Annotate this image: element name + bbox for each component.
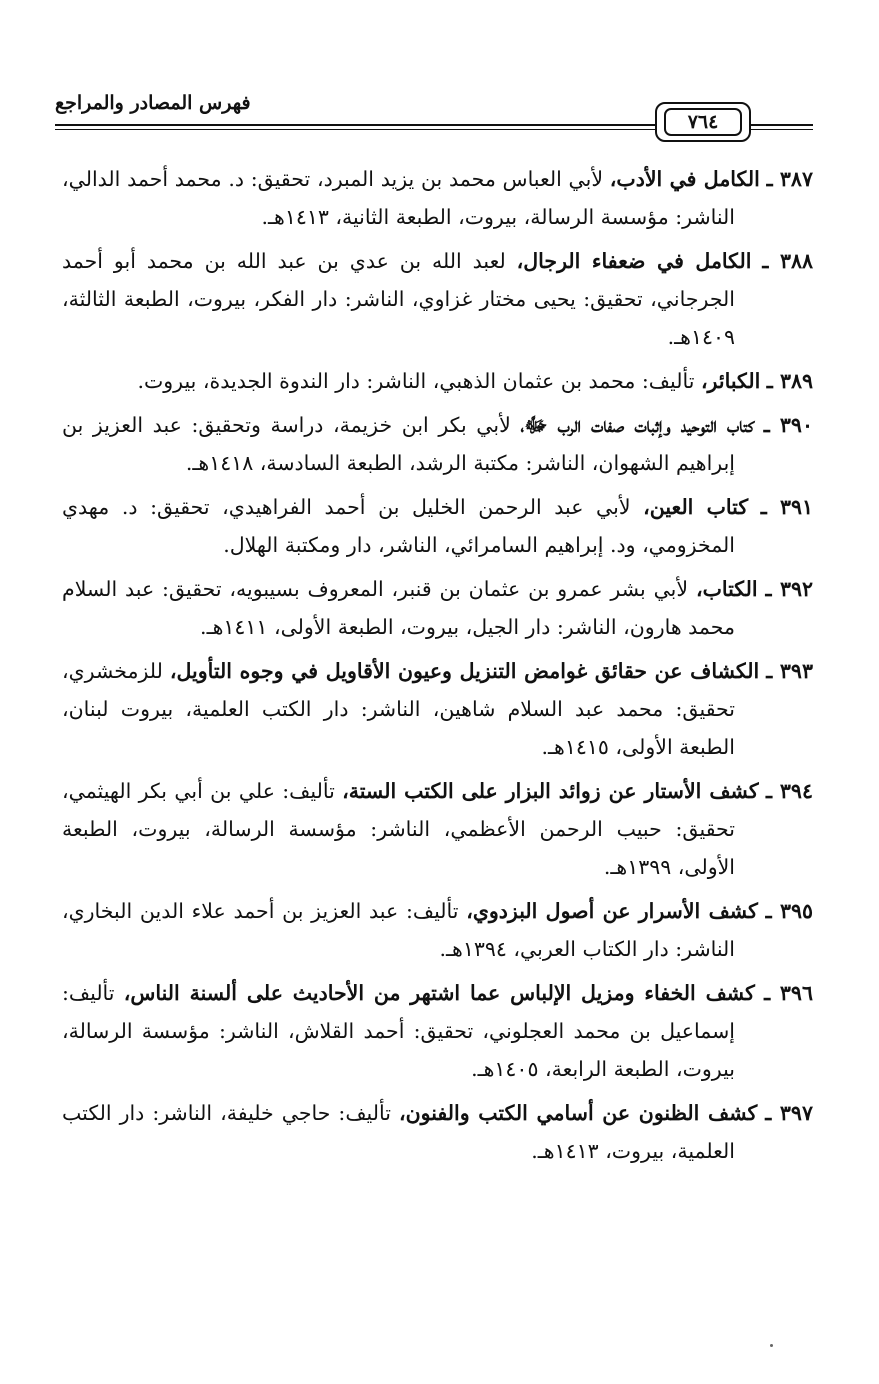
running-title: فهرس المصادر والمراجع <box>55 92 251 114</box>
page-mark <box>770 1344 773 1347</box>
entry-title: كتاب العين، <box>643 495 749 519</box>
page-number: ٧٦٤ <box>664 108 742 136</box>
entry-title: الكامل في ضعفاء الرجال، <box>516 249 752 273</box>
entry-number: ٣٩٠ ـ <box>763 413 813 437</box>
entry-number: ٣٩١ ـ <box>760 495 813 519</box>
entry-number: ٣٩٢ ـ <box>765 577 813 601</box>
entry-text: للزمخشري، تحقيق: محمد عبد السلام شاهين، الناشر: دار الكتب العلمية، بيروت لبنان، الطبعة الأولى، ١٤١٥هـ. <box>62 659 735 759</box>
page-number-frame <box>655 102 751 142</box>
list-item <box>62 892 813 968</box>
bibliography-list <box>62 160 813 1176</box>
list-item <box>62 652 813 766</box>
entry-title: الكتاب، <box>695 577 758 601</box>
entry-number: ٣٩٣ ـ <box>766 659 813 683</box>
entry-number: ٣٨٩ ـ <box>766 369 813 393</box>
entry-number: ٣٩٧ ـ <box>765 1101 813 1125</box>
entry-title: كشف الخفاء ومزيل الإلباس عما اشتهر من الأحاديث على ألسنة الناس، <box>123 981 755 1005</box>
entry-text: لأبي بكر ابن خزيمة، دراسة وتحقيق: عبد العزيز بن إبراهيم الشهوان، الناشر: مكتبة الرشد، الطبعة السادسة، ١٤١٨هـ. <box>62 413 735 475</box>
entry-title: الكامل في الأدب، <box>609 167 760 191</box>
entry-title: كشف الأسرار عن أصول البزدوي، <box>466 899 758 923</box>
list-item <box>62 406 813 482</box>
entry-title: كتاب التوحيد وإثبات صفات الرب ﷻ، <box>520 413 755 437</box>
list-item <box>62 570 813 646</box>
list-item <box>62 488 813 564</box>
entry-title: الكشاف عن حقائق غوامض التنزيل وعيون الأقاويل في وجوه التأويل، <box>169 659 760 683</box>
entry-number: ٣٨٧ ـ <box>766 167 813 191</box>
entry-text: تأليف: عبد العزيز بن أحمد علاء الدين البخاري، الناشر: دار الكتاب العربي، ١٣٩٤هـ. <box>62 899 735 961</box>
entry-number: ٣٩٥ ـ <box>765 899 813 923</box>
list-item <box>62 974 813 1088</box>
entry-text: تأليف: حاجي خليفة، الناشر: دار الكتب العلمية، بيروت، ١٤١٣هـ. <box>62 1101 735 1163</box>
entry-text: تأليف: محمد بن عثمان الذهبي، الناشر: دار الندوة الجديدة، بيروت. <box>137 369 695 393</box>
entry-text: لأبي العباس محمد بن يزيد المبرد، تحقيق: د. محمد أحمد الدالي، الناشر: مؤسسة الرسالة، بيروت، الطبعة الثانية، ١٤١٣هـ. <box>62 167 735 229</box>
entry-title: كشف الظنون عن أسامي الكتب والفنون، <box>398 1101 758 1125</box>
entry-number: ٣٩٦ ـ <box>764 981 813 1005</box>
entry-text: لعبد الله بن عدي بن عبد الله بن محمد أبو أحمد الجرجاني، تحقيق: يحيى مختار غزاوي، الناشر: دار الفكر، بيروت، الطبعة الثالثة، ١٤٠٩هـ. <box>62 249 735 349</box>
entry-text: لأبي عبد الرحمن الخليل بن أحمد الفراهيدي، تحقيق: د. مهدي المخزومي، ود. إبراهيم السامرائي، الناشر، دار ومكتبة الهلال. <box>62 495 735 557</box>
list-item <box>62 362 813 400</box>
list-item <box>62 242 813 356</box>
list-item <box>62 772 813 886</box>
entry-text: لأبي بشر عمرو بن عثمان بن قنبر، المعروف بسيبويه، تحقيق: عبد السلام محمد هارون، الناشر: دار الجيل، بيروت، الطبعة الأولى، ١٤١١هـ. <box>62 577 735 639</box>
list-item <box>62 160 813 236</box>
entry-text: تأليف: علي بن أبي بكر الهيثمي، تحقيق: حبيب الرحمن الأعظمي، الناشر: مؤسسة الرسالة، بيروت، الطبعة الأولى، ١٣٩٩هـ. <box>62 779 735 879</box>
list-item <box>62 1094 813 1170</box>
entry-text: تأليف: إسماعيل بن محمد العجلوني، تحقيق: أحمد القلاش، الناشر: مؤسسة الرسالة، بيروت، الطبعة الرابعة، ١٤٠٥هـ. <box>62 981 735 1081</box>
entry-number: ٣٩٤ ـ <box>765 779 813 803</box>
entry-title: الكبائر، <box>700 369 761 393</box>
page-header <box>55 92 813 148</box>
entry-title: كشف الأستار عن زوائد البزار على الكتب الستة، <box>342 779 759 803</box>
entry-number: ٣٨٨ ـ <box>762 249 813 273</box>
